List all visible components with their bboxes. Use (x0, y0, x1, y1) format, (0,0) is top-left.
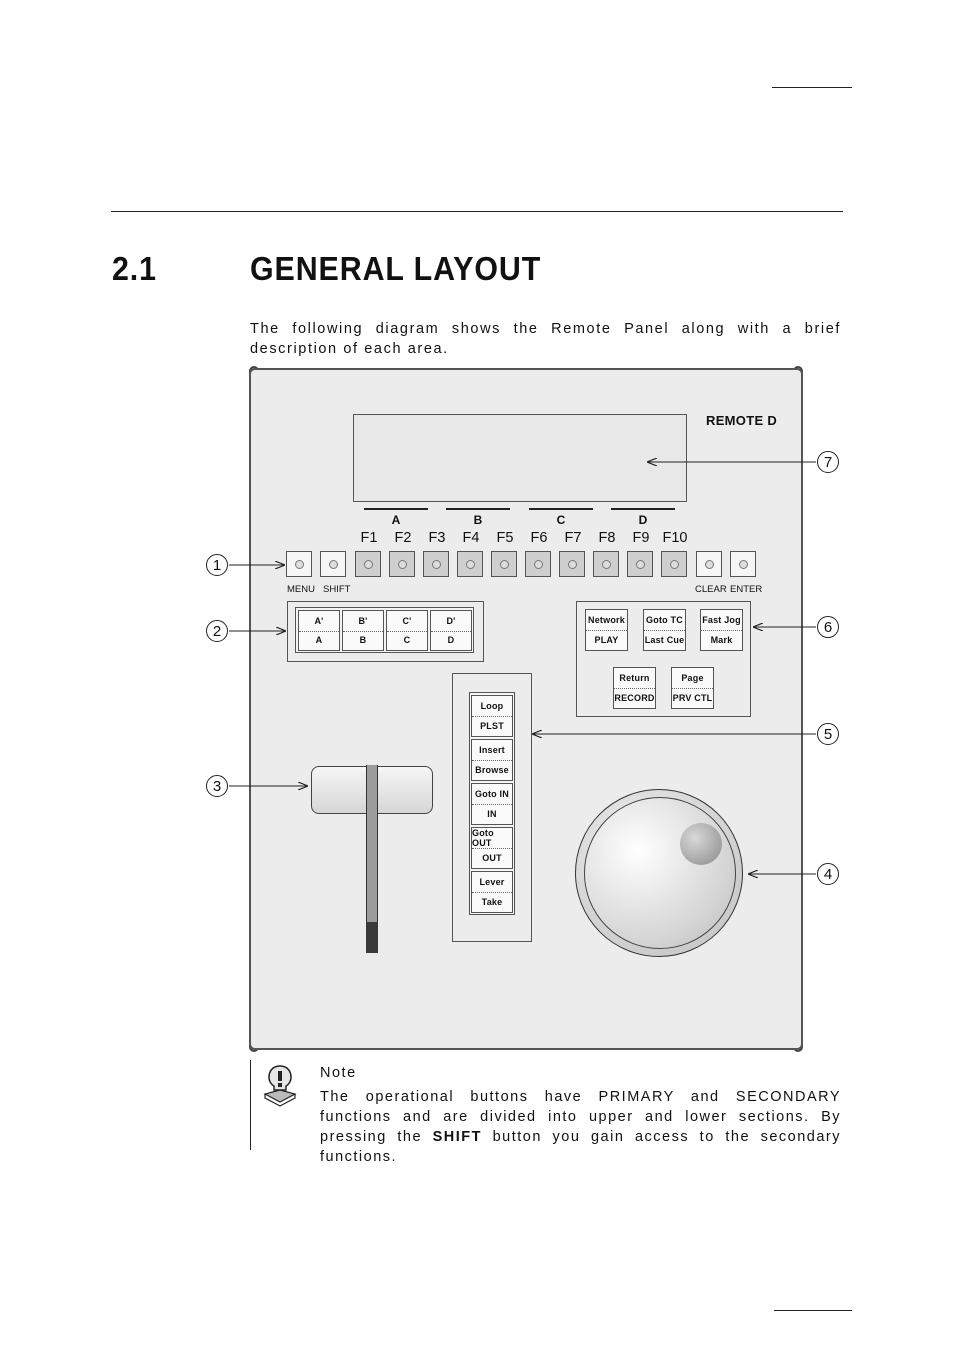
callout-2: 2 (206, 620, 228, 642)
return-label: Return (614, 668, 655, 689)
fkey-label-f7: F7 (564, 530, 582, 546)
clear-label: CLEAR (695, 584, 727, 595)
led-icon (364, 560, 373, 569)
menu-label: MENU (287, 584, 315, 595)
loop-plst-button[interactable] (471, 695, 513, 737)
lever-label: Lever (472, 872, 512, 893)
plst-label: PLST (480, 721, 504, 731)
mark-label: Mark (710, 635, 733, 645)
led-icon (466, 560, 475, 569)
camera-b-primary-label: B (359, 635, 367, 646)
fkey-label-f9: F9 (632, 530, 650, 546)
f8-button[interactable] (593, 551, 619, 577)
led-icon (670, 560, 679, 569)
record-label: RECORD (614, 693, 655, 703)
clear-button[interactable] (696, 551, 722, 577)
group-a-label: A (391, 513, 401, 527)
shift-label: SHIFT (323, 584, 351, 595)
fkey-label-f8: F8 (598, 530, 616, 546)
gototc-lastcue-button[interactable] (643, 609, 686, 651)
group-b-label: B (473, 513, 483, 527)
loop-label: Loop (472, 696, 512, 717)
fkey-label-f3: F3 (428, 530, 446, 546)
fkey-label-f2: F2 (394, 530, 412, 546)
callout-7: 7 (817, 451, 839, 473)
jog-dial-face (584, 797, 736, 949)
network-label: Network (586, 610, 627, 631)
page-label: Page (672, 668, 713, 689)
note-margin-bar (250, 1060, 251, 1150)
lcd-display (353, 414, 687, 502)
insert-browse-button[interactable] (471, 739, 513, 781)
camera-a-secondary-label: A' (299, 611, 339, 632)
in-label: IN (487, 809, 497, 819)
f6-button[interactable] (525, 551, 551, 577)
goto-in-label: Goto IN (472, 784, 512, 805)
camera-d-secondary-label: D' (431, 611, 471, 632)
insert-label: Insert (472, 740, 512, 761)
gotoout-out-button[interactable] (471, 827, 513, 869)
led-icon (568, 560, 577, 569)
fkey-label-f4: F4 (462, 530, 480, 546)
return-record-button[interactable] (613, 667, 656, 709)
callout-1: 1 (206, 554, 228, 576)
section-number: 2.1 (112, 250, 157, 287)
fkey-label-f5: F5 (496, 530, 514, 546)
group-c-line (529, 508, 593, 510)
camera-b-secondary-label: B' (343, 611, 383, 632)
group-d-label: D (638, 513, 648, 527)
lever-take-button[interactable] (471, 871, 513, 913)
note-title: Note (320, 1065, 357, 1081)
led-icon (636, 560, 645, 569)
lever-slot-overlay (366, 765, 378, 815)
take-label: Take (481, 897, 503, 907)
camera-c-secondary-label: C' (387, 611, 427, 632)
enter-label: ENTER (730, 584, 763, 595)
note-icon (262, 1064, 298, 1108)
camera-b-button[interactable] (342, 610, 384, 651)
camera-d-button[interactable] (430, 610, 472, 651)
camera-a-button[interactable] (298, 610, 340, 651)
fkey-label-f6: F6 (530, 530, 548, 546)
led-icon (500, 560, 509, 569)
footer-short-rule (774, 1310, 852, 1311)
led-icon (295, 560, 304, 569)
f5-button[interactable] (491, 551, 517, 577)
gotoin-in-button[interactable] (471, 783, 513, 825)
prv-ctl-label: PRV CTL (672, 693, 713, 703)
f4-button[interactable] (457, 551, 483, 577)
header-short-rule (772, 87, 852, 88)
group-d-line (611, 508, 675, 510)
fkey-label-f10: F10 (662, 530, 688, 546)
page-prvctl-button[interactable] (671, 667, 714, 709)
f9-button[interactable] (627, 551, 653, 577)
camera-c-primary-label: C (403, 635, 411, 646)
led-icon (398, 560, 407, 569)
f7-button[interactable] (559, 551, 585, 577)
note-text-start: The operational buttons have PRIMARY and SECONDARY functions and are divided into upper and lower sections. By pressing the (320, 1089, 841, 1145)
lever-slot-bottom (366, 922, 378, 953)
play-label: PLAY (594, 635, 619, 645)
browse-label: Browse (475, 765, 509, 775)
section-title: GENERAL LAYOUT (250, 250, 542, 287)
note-body (320, 1087, 841, 1167)
intro-paragraph: The following diagram shows the Remote Panel along with a brief description of each area. (250, 321, 841, 357)
out-label: OUT (482, 853, 502, 863)
f10-button[interactable] (661, 551, 687, 577)
brand-label: REMOTE D (706, 413, 778, 428)
note-text-shift: SHIFT (432, 1129, 483, 1145)
camera-c-button[interactable] (386, 610, 428, 651)
led-icon (534, 560, 543, 569)
jog-dial-finger-hole (680, 823, 722, 865)
led-icon (602, 560, 611, 569)
callout-3: 3 (206, 775, 228, 797)
camera-a-primary-label: A (315, 635, 323, 646)
callout-4: 4 (817, 863, 839, 885)
led-icon (705, 560, 714, 569)
last-cue-label: Last Cue (644, 635, 685, 645)
header-full-rule (111, 211, 843, 212)
group-b-line (446, 508, 510, 510)
network-play-button[interactable] (585, 609, 628, 651)
f1-button[interactable] (355, 551, 381, 577)
callout-5: 5 (817, 723, 839, 745)
menu-button[interactable] (286, 551, 312, 577)
note-text-end: button you gain access to the secondary functions. (320, 1129, 841, 1165)
goto-tc-label: Goto TC (644, 610, 685, 631)
shift-button[interactable] (320, 551, 346, 577)
led-icon (329, 560, 338, 569)
group-a-line (364, 508, 428, 510)
fastjog-mark-button[interactable] (700, 609, 743, 651)
fast-jog-label: Fast Jog (701, 610, 742, 631)
led-icon (432, 560, 441, 569)
goto-out-label: Goto OUT (472, 828, 512, 849)
enter-button[interactable] (730, 551, 756, 577)
group-c-label: C (556, 513, 566, 527)
fkey-label-f1: F1 (360, 530, 378, 546)
callout-6: 6 (817, 616, 839, 638)
led-icon (739, 560, 748, 569)
f2-button[interactable] (389, 551, 415, 577)
f3-button[interactable] (423, 551, 449, 577)
camera-d-primary-label: D (447, 635, 455, 646)
